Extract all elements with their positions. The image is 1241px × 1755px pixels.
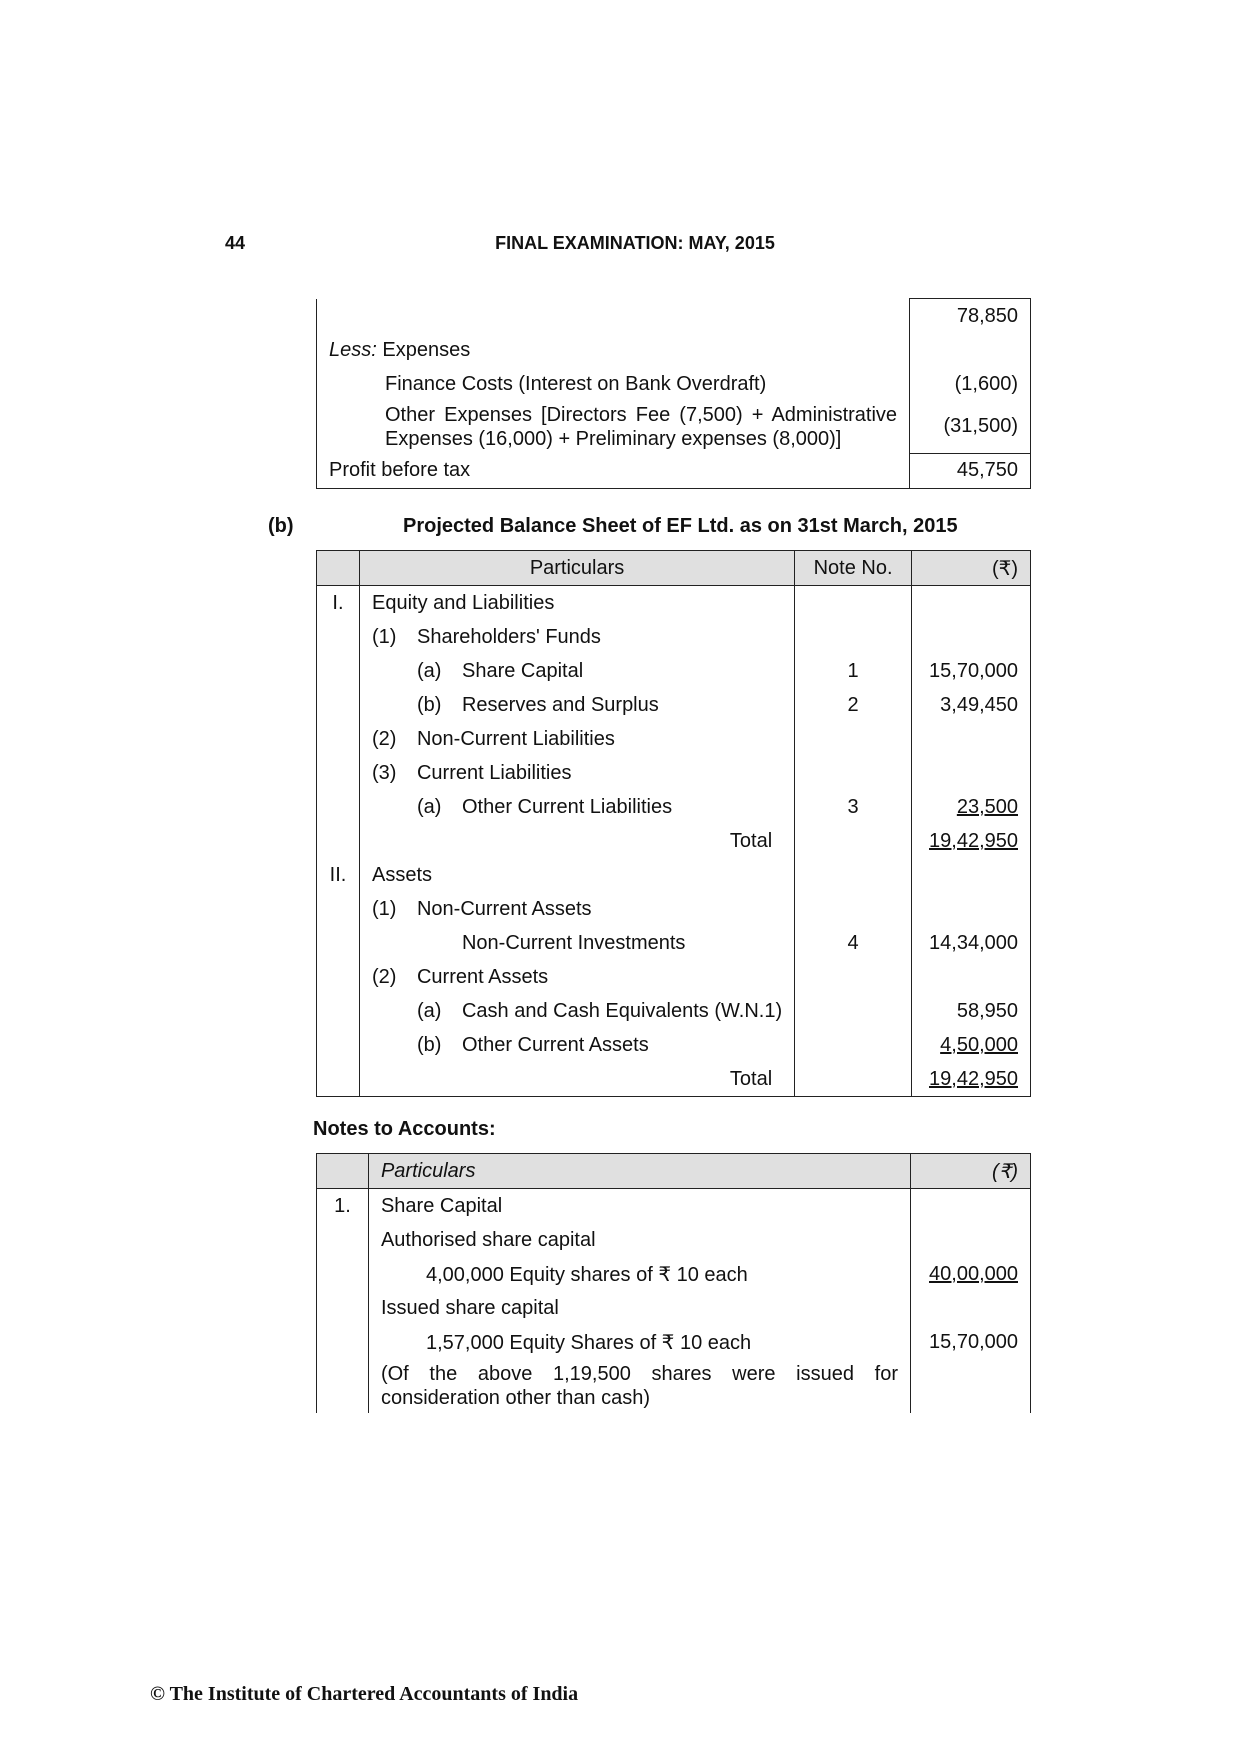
- item-amount: 14,34,000: [911, 926, 1030, 960]
- item-number: (a): [416, 795, 442, 818]
- section-number: I.: [317, 586, 360, 621]
- other-expenses-amount: (31,500): [910, 401, 1031, 453]
- note-number: 3: [795, 790, 912, 824]
- less-label: Less:: [329, 338, 377, 361]
- item-amount: 15,70,000: [911, 654, 1030, 688]
- item-number: (2): [371, 727, 397, 750]
- total-amount: 19,42,950: [929, 829, 1018, 852]
- item-label: Non-Current Assets: [416, 897, 592, 920]
- table-row: [317, 756, 1031, 790]
- item-number: (2): [371, 965, 397, 988]
- table-row: [317, 688, 1031, 722]
- item-label: Other Current Assets: [461, 1033, 649, 1056]
- expenses-label: Expenses: [382, 338, 471, 361]
- table-row: [317, 586, 1031, 621]
- note-number: 2: [795, 688, 912, 722]
- profit-label: Profit before tax: [317, 453, 910, 488]
- item-label: Current Assets: [416, 965, 549, 988]
- table-row: [317, 858, 1031, 892]
- note-number: 1.: [317, 1189, 369, 1224]
- col-note: Note No.: [795, 551, 912, 586]
- other-expenses-line1: Other Expenses [Directors Fee (7,500) + Administrative: [385, 404, 898, 426]
- note-number: 1: [795, 654, 912, 688]
- item-label: Issued share capital: [368, 1291, 910, 1325]
- table-row: [317, 654, 1031, 688]
- item-amount: 23,500: [956, 795, 1018, 818]
- item-number: (a): [416, 659, 442, 682]
- item-label: Other Current Liabilities: [461, 795, 673, 818]
- table-row: [317, 333, 1031, 367]
- item-detail: 1,57,000 Equity Shares of ₹ 10 each: [368, 1325, 910, 1359]
- table-row: [317, 401, 1031, 453]
- table-row: [317, 790, 1031, 824]
- col-particulars: Particulars: [380, 1159, 476, 1182]
- balance-sheet-table: [316, 550, 1031, 1097]
- item-amount: 58,950: [911, 994, 1030, 1028]
- table-row: [317, 1028, 1031, 1062]
- section-label: Assets: [359, 858, 794, 892]
- table-row: [317, 367, 1031, 401]
- item-label: Reserves and Surplus: [461, 693, 659, 716]
- table-row: [317, 1359, 1031, 1413]
- col-amount: (₹): [911, 551, 1030, 586]
- table-row: [317, 960, 1031, 994]
- item-amount: 15,70,000: [911, 1325, 1031, 1359]
- table-row: [317, 299, 1031, 334]
- table-row: [317, 892, 1031, 926]
- item-amount: 3,49,450: [911, 688, 1030, 722]
- item-label: Current Liabilities: [416, 761, 572, 784]
- page-title: FINAL EXAMINATION: MAY, 2015: [495, 233, 775, 253]
- table-row: [317, 824, 1031, 858]
- table-row: [317, 1325, 1031, 1359]
- note-text-line2: consideration other than cash): [380, 1387, 651, 1409]
- item-label: Shareholders' Funds: [416, 625, 601, 648]
- item-label: Authorised share capital: [368, 1223, 910, 1257]
- note-title: Share Capital: [368, 1189, 910, 1224]
- item-number: (3): [371, 761, 397, 784]
- footer-copyright: © The Institute of Chartered Accountants of India: [150, 1683, 579, 1705]
- section-number: II.: [317, 858, 360, 892]
- item-label: Non-Current Investments: [461, 931, 686, 954]
- item-label: Non-Current Liabilities: [416, 727, 615, 750]
- balance-sheet-title: Projected Balance Sheet of EF Ltd. as on 31st March, 2015: [403, 515, 958, 537]
- item-number: (1): [371, 625, 397, 648]
- section-label: Equity and Liabilities: [359, 586, 794, 621]
- table-row: [317, 1257, 1031, 1291]
- table-row: [317, 1291, 1031, 1325]
- table-row: [317, 722, 1031, 756]
- page-number: 44: [225, 233, 246, 253]
- total-label: Total: [359, 824, 794, 858]
- col-amount: (₹): [991, 1160, 1018, 1183]
- profit-amount: 45,750: [910, 453, 1031, 488]
- profit-statement-table: [316, 298, 1031, 489]
- item-label: Cash and Cash Equivalents (W.N.1): [461, 999, 783, 1022]
- item-detail: 4,00,000 Equity shares of ₹ 10 each: [368, 1257, 910, 1291]
- col-particulars: Particulars: [359, 551, 794, 586]
- item-number: (b): [416, 693, 442, 716]
- other-expenses-line2: Expenses (16,000) + Preliminary expenses (8,000)]: [385, 428, 842, 450]
- table-header-row: [317, 1154, 1031, 1189]
- total-amount: 19,42,950: [929, 1067, 1018, 1090]
- item-label: Share Capital: [461, 659, 584, 682]
- finance-costs-label: Finance Costs (Interest on Bank Overdraft): [317, 367, 910, 401]
- finance-costs-amount: (1,600): [910, 367, 1031, 401]
- note-number: 4: [795, 926, 912, 960]
- table-row: [317, 926, 1031, 960]
- table-header-row: [317, 551, 1031, 586]
- item-number: (a): [416, 999, 442, 1022]
- notes-table: [316, 1153, 1031, 1413]
- total-label: Total: [359, 1062, 794, 1097]
- note-text-line1: (Of the above 1,19,500 shares were issued for: [380, 1363, 898, 1385]
- item-number: (1): [371, 897, 397, 920]
- opening-amount: 78,850: [910, 299, 1031, 334]
- item-amount: 40,00,000: [929, 1262, 1018, 1285]
- table-row: [317, 1189, 1031, 1224]
- table-row: [317, 453, 1031, 488]
- table-row: [317, 994, 1031, 1028]
- item-number: (b): [416, 1033, 442, 1056]
- part-label: (b): [268, 515, 294, 537]
- table-row: [317, 620, 1031, 654]
- table-row: [317, 1062, 1031, 1097]
- table-row: [317, 1223, 1031, 1257]
- item-amount: 4,50,000: [940, 1033, 1018, 1056]
- notes-heading: Notes to Accounts:: [313, 1118, 496, 1140]
